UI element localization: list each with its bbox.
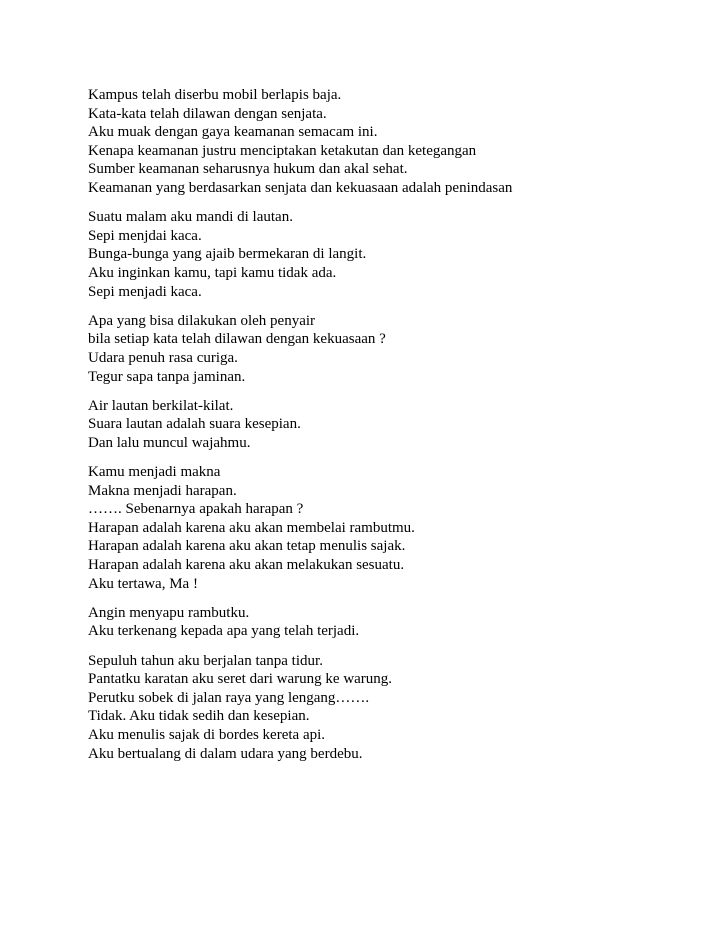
poem-line: Dan lalu muncul wajahmu. — [88, 434, 251, 451]
poem-line: Kata-kata telah dilawan dengan senjata. — [88, 105, 327, 122]
stanza-5 — [88, 463, 688, 593]
poem-line: Makna menjadi harapan. — [88, 482, 237, 499]
poem-line: Suara lautan adalah suara kesepian. — [88, 416, 301, 433]
stanza-7 — [88, 652, 688, 764]
stanza-1 — [88, 86, 688, 198]
poem-line: bila setiap kata telah dilawan dengan kekuasaan ? — [88, 331, 386, 348]
poem-line: Aku menulis sajak di bordes kereta api. — [88, 726, 326, 743]
poem-line: Sepi menjdai kaca. — [88, 227, 202, 244]
poem-line: Air lautan berkilat-kilat. — [88, 397, 234, 414]
stanza-3 — [88, 312, 688, 386]
poem-line: Kamu menjadi makna — [88, 464, 221, 481]
poem-line: Harapan adalah karena aku akan melakukan sesuatu. — [88, 557, 405, 574]
poem-line: Harapan adalah karena aku akan tetap menulis sajak. — [88, 538, 406, 555]
poem-line: Aku muak dengan gaya keamanan semacam ini. — [88, 124, 378, 141]
poem-line: Bunga-bunga yang ajaib bermekaran di langit. — [88, 246, 367, 263]
document-page — [88, 86, 688, 774]
poem-line: Aku terkenang kepada apa yang telah terjadi. — [88, 623, 360, 640]
stanza-6 — [88, 604, 688, 641]
poem-line: Kampus telah diserbu mobil berlapis baja. — [88, 87, 342, 103]
poem-line: Apa yang bisa dilakukan oleh penyair — [88, 312, 316, 329]
poem-line: Sumber keamanan seharusnya hukum dan akal sehat. — [88, 161, 408, 178]
stanza-2 — [88, 208, 688, 301]
poem-line: ……. Sebenarnya apakah harapan ? — [88, 501, 304, 518]
poem-line: Angin menyapu rambutku. — [88, 604, 250, 621]
poem-line: Sepi menjadi kaca. — [88, 283, 202, 300]
poem-line: Harapan adalah karena aku akan membelai rambutmu. — [88, 519, 415, 536]
poem-line: Suatu malam aku mandi di lautan. — [88, 209, 293, 226]
poem-line: Aku inginkan kamu, tapi kamu tidak ada. — [88, 264, 337, 281]
poem-line: Aku bertualang di dalam udara yang berdebu. — [88, 745, 363, 762]
poem-line: Kenapa keamanan justru menciptakan ketakutan dan ketegangan — [88, 142, 477, 159]
poem-line: Tidak. Aku tidak sedih dan kesepian. — [88, 708, 310, 725]
poem-line: Perutku sobek di jalan raya yang lengang……. — [88, 689, 370, 706]
poem-line: Tegur sapa tanpa jaminan. — [88, 368, 246, 385]
poem-line: Pantatku karatan aku seret dari warung ke warung. — [88, 671, 393, 688]
poem-line: Keamanan yang berdasarkan senjata dan kekuasaan adalah penindasan — [88, 179, 513, 196]
poem-line: Udara penuh rasa curiga. — [88, 349, 238, 366]
stanza-4 — [88, 397, 688, 453]
poem-line: Sepuluh tahun aku berjalan tanpa tidur. — [88, 652, 323, 669]
poem-line: Aku tertawa, Ma ! — [88, 575, 198, 592]
